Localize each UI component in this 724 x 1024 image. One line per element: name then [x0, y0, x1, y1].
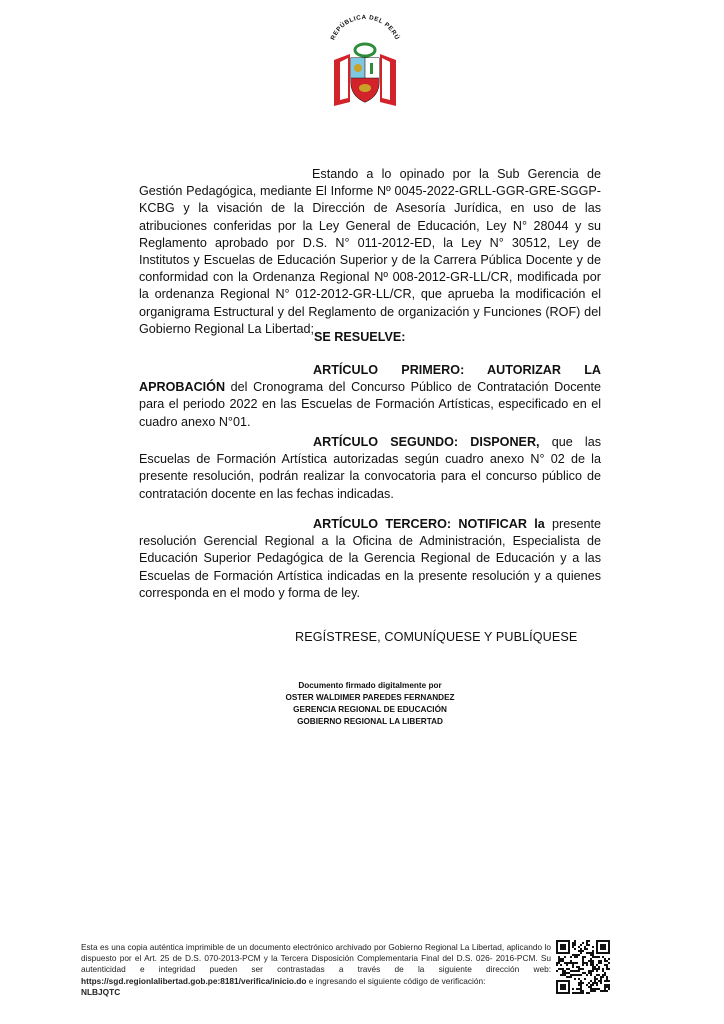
- closing-formula: REGÍSTRESE, COMUNÍQUESE Y PUBLÍQUESE: [295, 630, 578, 644]
- se-resuelve-heading: SE RESUELVE:: [314, 330, 406, 344]
- article-third-text: presente resolución Gerencial Regional a la Oficina de Administración, Especialista de Educación Superior Pedagógica de la Gerencia Regional de Educación y a las Escuelas de Formación Artística indicadas en la presente resolución y a quienes corresponda en el modo y forma de ley.: [139, 517, 602, 600]
- article-first-heading: ARTÍCULO PRIMERO: AUTORIZAR LA APROBACIÓN: [139, 363, 601, 395]
- article-first-text: del Cronograma del Concurso Público de Contratación Docente para el periodo 2022 en las Escuelas de Formación Artísticas, especificado en el cuadro anexo N°01.: [139, 380, 601, 429]
- article-second: [139, 434, 601, 503]
- article-first: [139, 362, 601, 431]
- signer-name: OSTER WALDIMER PAREDES FERNANDEZ: [285, 693, 455, 702]
- coat-of-arms-icon: [320, 10, 410, 110]
- peru-coat-of-arms-seal: [320, 10, 410, 110]
- footer-text-2: e ingresando el siguiente código de verificación:: [306, 975, 486, 986]
- article-second-text: que las Escuelas de Formación Artística autorizadas según cuadro anexo N° 02 de la presente resolución, podrán realizar la convocatoria para el concurso público de contratación docente en las fechas indicadas.: [139, 435, 601, 501]
- qr-code-icon: [556, 940, 610, 994]
- signer-office: GERENCIA REGIONAL DE EDUCACIÓN: [293, 705, 447, 714]
- article-second-heading: ARTÍCULO SEGUNDO: DISPONER,: [313, 435, 540, 449]
- footer-text: Esta es una copia auténtica imprimible de un documento electrónico archivado por Gobierno Regional La Libertad, aplicando lo dispuesto por el Art. 25 de D.S. 070-2013-PCM y la Tercera Disposición Complementaria Final del D.S. 026- 2016-PCM. Su autenticidad e integridad pueden ser contrastadas a través de la siguiente dirección web:: [81, 942, 551, 975]
- article-third: [139, 516, 601, 602]
- verification-qr-code[interactable]: [556, 940, 610, 994]
- signature-line-1: Documento firmado digitalmente por: [298, 681, 442, 690]
- digital-signature-block: [270, 680, 470, 728]
- verification-url-link[interactable]: https://sgd.regionlalibertad.gob.pe:8181/verifica/inicio.do: [81, 975, 307, 986]
- authenticity-footer: [81, 942, 551, 998]
- svg-text:REPÚBLICA DEL PERÚ: REPÚBLICA DEL PERÚ: [329, 13, 401, 42]
- considerando-paragraph: Estando a lo opinado por la Sub Gerencia de Gestión Pedagógica, mediante El Informe Nº 0045-2022-GRLL-GGR-GRE-SGGP-KCBG y la visación de la Dirección de Asesoría Jurídica, en uso de las atribuciones conferidas por la Ley General de Educación, Ley N° 28044 y su Reglamento aprobado por D.S. N° 011-2012-ED, la Ley N° 30512, Ley de Institutos y Escuelas de Educación Superior y de la Carrera Pública Docente y de conformidad con la Ordenanza Regional Nº 008-2012-GR-LL/CR, modificada por la ordenanza Regional N° 012-2012-GR-LL/CR, que aprueba la modificación el organigrama Estructural y del Reglamento de organización y Funciones (ROF) del Gobierno Regional La Libertad;: [139, 167, 601, 336]
- article-third-heading: ARTÍCULO TERCERO: NOTIFICAR la: [313, 517, 545, 531]
- verification-code: NLBJQTC: [81, 986, 121, 997]
- signer-government: GOBIERNO REGIONAL LA LIBERTAD: [297, 717, 443, 726]
